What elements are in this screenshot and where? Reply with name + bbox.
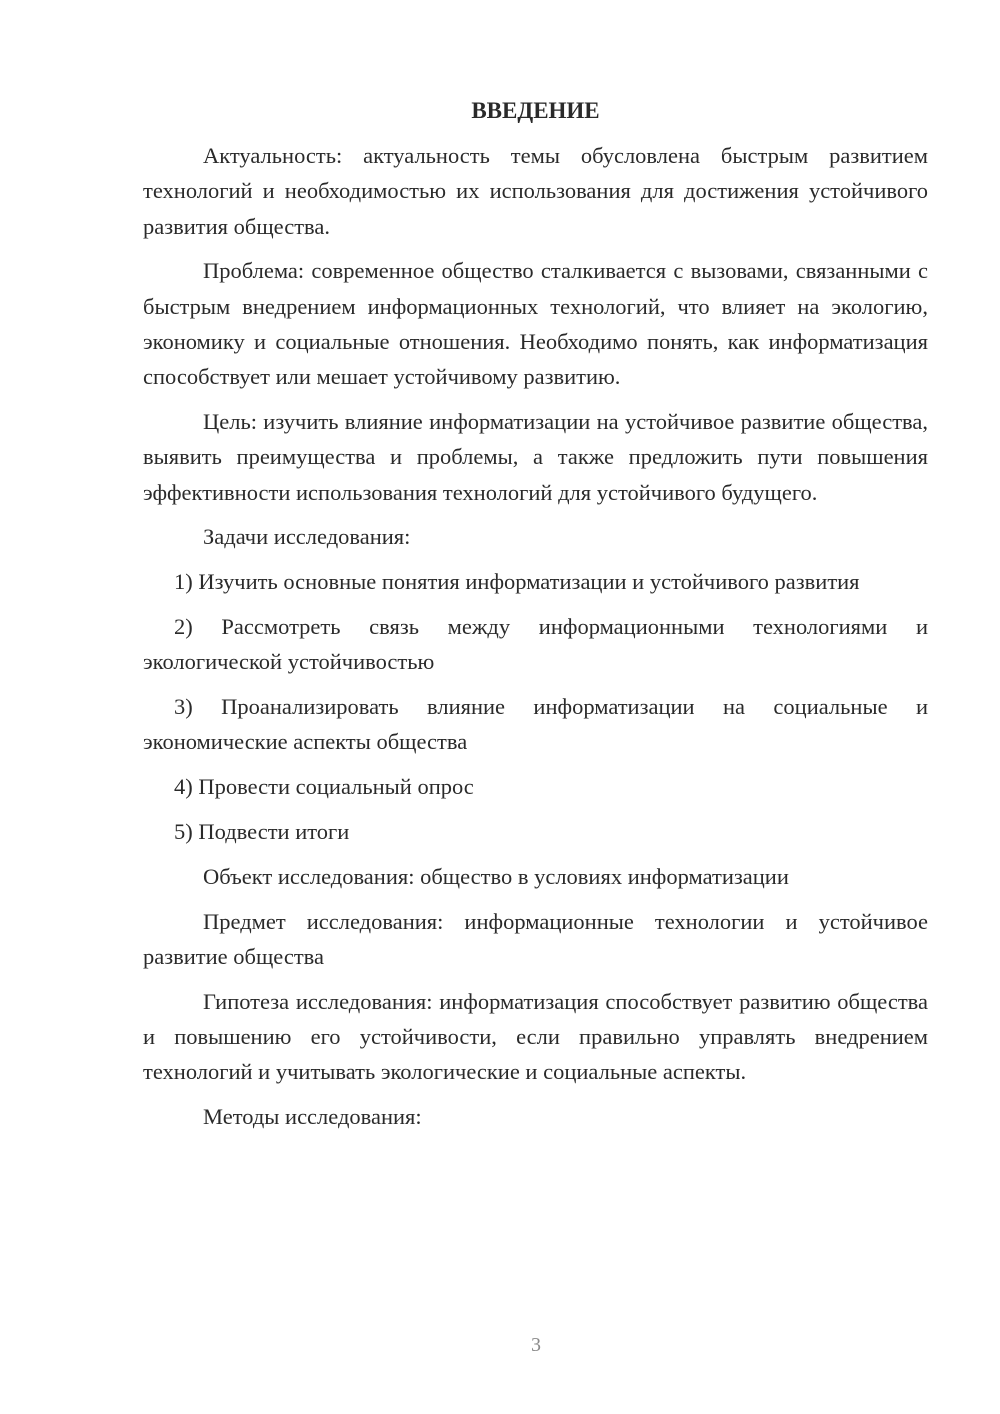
hypothesis-paragraph: Гипотеза исследования: информатизация способствует развитию общества и повышению его устойчивости, если правильно управлять внедрением технологий и учитывать экологические и социальные аспекты. xyxy=(143,988,928,1085)
task-item-2: 2) Рассмотреть связь между информационными технологиями и экологической устойчивостью xyxy=(143,614,928,675)
task-item-4: 4) Провести социальный опрос xyxy=(174,774,474,800)
section-title: ВВЕДЕНИЕ xyxy=(471,98,600,123)
task-item-1: 1) Изучить основные понятия информатизации и устойчивого развития xyxy=(174,569,860,595)
methods-heading: Методы исследования: xyxy=(203,1104,422,1130)
relevance-paragraph: Актуальность: актуальность темы обусловлена быстрым развитием технологий и необходимостью их использования для достижения устойчивого развития общества. xyxy=(143,143,928,239)
task-item-5: 5) Подвести итоги xyxy=(174,819,350,845)
page-content xyxy=(143,96,928,1144)
goal-paragraph: Цель: изучить влияние информатизации на устойчивое развитие общества, выявить преимущества и проблемы, а также предложить пути повышения эффективности использования технологий для устойчивого будущего. xyxy=(143,409,928,505)
object-paragraph: Объект исследования: общество в условиях информатизации xyxy=(203,863,789,889)
problem-paragraph: Проблема: современное общество сталкивается с вызовами, связанными с быстрым внедрением информационных технологий, что влияет на экологию, экономику и социальные отношения. Необходимо понять, как информатизация способствует или мешает устойчивому развитию. xyxy=(143,258,928,390)
tasks-heading: Задачи исследования: xyxy=(203,524,411,550)
task-item-3: 3) Проанализировать влияние информатизации на социальные и экономические аспекты общества xyxy=(143,694,928,755)
subject-paragraph: Предмет исследования: информационные технологии и устойчивое развитие общества xyxy=(143,908,928,969)
page-number: 3 xyxy=(531,1334,541,1356)
